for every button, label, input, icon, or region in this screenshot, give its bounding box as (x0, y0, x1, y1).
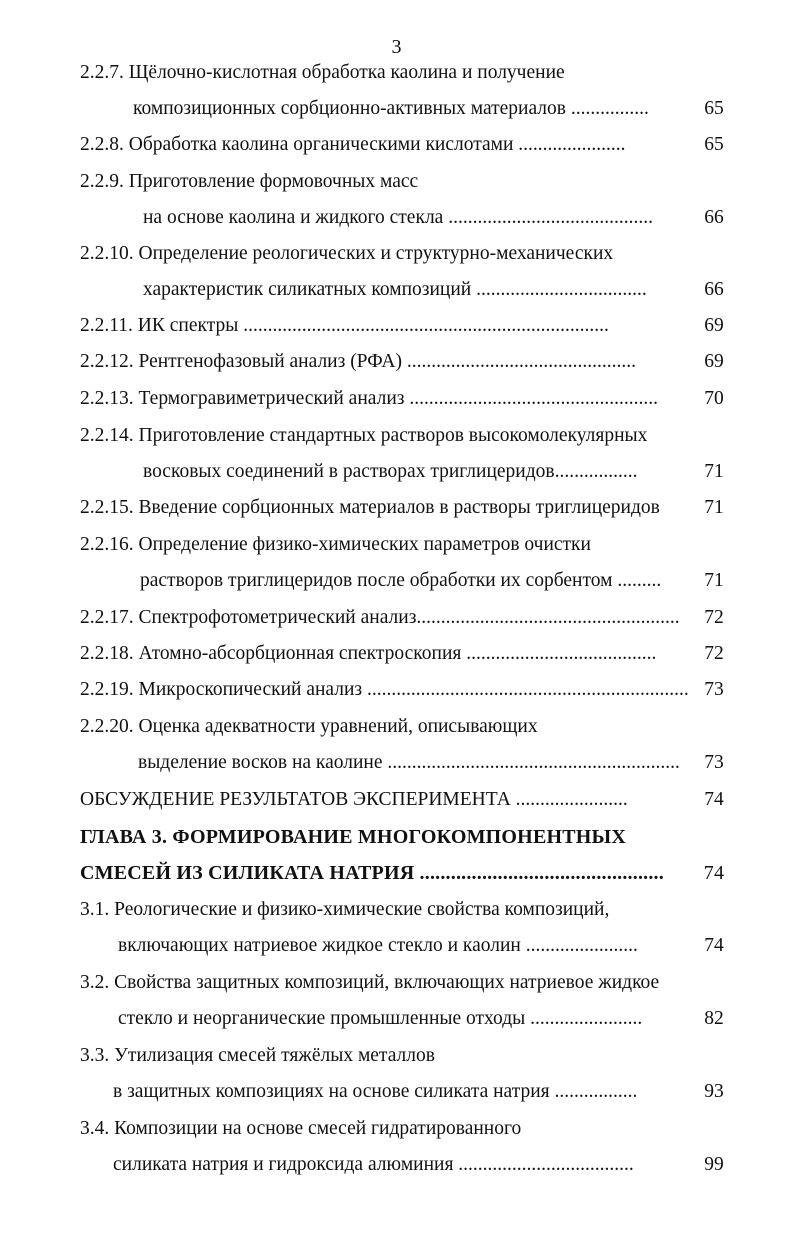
toc-entry-title: растворов триглицеридов после обработки их сорбентом ......... (140, 570, 662, 591)
toc-entry-title: 3.3. Утилизация смесей тяжёлых металлов (80, 1045, 435, 1066)
toc-entry-2-2-16 (0, 530, 793, 560)
toc-chapter-title: СМЕСЕЙ ИЗ СИЛИКАТА НАТРИЯ ............................................... (80, 862, 664, 884)
toc-entry-title: выделение восков на каолине ............................................................ (138, 752, 680, 773)
toc-entry-title: 2.2.10. Определение реологических и структурно-механических (80, 243, 614, 264)
toc-page-number: 73 (704, 679, 724, 700)
toc-entry-2-2-15 (0, 493, 793, 523)
toc-page-number: 69 (704, 351, 724, 372)
toc-entry-3-1 (0, 895, 793, 925)
toc-entry-2-2-16-cont (0, 566, 793, 596)
toc-entry-3-4 (0, 1114, 793, 1144)
toc-entry-title: включающих натриевое жидкое стекло и каолин ....................... (118, 935, 638, 956)
toc-entry-title: восковых соединений в растворах триглицеридов................. (143, 461, 638, 482)
toc-entry-title: 3.1. Реологические и физико-химические свойства композиций, (80, 899, 610, 920)
toc-entry-2-2-12 (0, 347, 793, 377)
toc-page-number: 66 (704, 207, 724, 228)
toc-entry-3-3-cont (0, 1077, 793, 1107)
toc-entry-3-2-cont (0, 1004, 793, 1034)
toc-entry-title: 3.4. Композиции на основе смесей гидратированного (80, 1118, 522, 1139)
toc-entry-3-2 (0, 968, 793, 998)
toc-entry-2-2-7-cont (0, 94, 793, 124)
toc-entry-discussion (0, 785, 793, 815)
toc-page-number: 71 (704, 461, 724, 482)
toc-entry-2-2-17 (0, 603, 793, 633)
toc-entry-title: 2.2.15. Введение сорбционных материалов в растворы триглицеридов (80, 497, 660, 518)
toc-entry-title: 3.2. Свойства защитных композиций, включающих натриевое жидкое (80, 972, 660, 993)
toc-page-number: 82 (704, 1008, 724, 1029)
toc-page-number: 74 (704, 935, 724, 956)
toc-entry-2-2-13 (0, 384, 793, 414)
toc-entry-title: 2.2.8. Обработка каолина органическими кислотами ...................... (80, 134, 626, 155)
toc-chapter-3-cont (0, 858, 793, 888)
toc-entry-3-1-cont (0, 931, 793, 961)
toc-entry-2-2-18 (0, 639, 793, 669)
toc-entry-title: в защитных композициях на основе силиката натрия ................. (113, 1081, 638, 1102)
toc-entry-2-2-7 (0, 58, 793, 88)
toc-page-number: 65 (704, 98, 724, 119)
toc-page-number: 69 (704, 315, 724, 336)
toc-entry-2-2-9-cont (0, 203, 793, 233)
toc-entry-title: стекло и неорганические промышленные отходы ....................... (118, 1008, 643, 1029)
toc-entry-title: 2.2.11. ИК спектры ........................................................................... (80, 315, 609, 336)
toc-entry-2-2-9 (0, 167, 793, 197)
toc-entry-title: 2.2.18. Атомно-абсорбционная спектроскопия ....................................... (80, 643, 657, 664)
toc-entry-title: силиката натрия и гидроксида алюминия .................................... (113, 1154, 634, 1175)
toc-page-number: 73 (704, 752, 724, 773)
toc-page-number: 70 (704, 388, 724, 409)
toc-page-number: 99 (704, 1154, 724, 1175)
toc-entry-title: 2.2.19. Микроскопический анализ .................................................................. (80, 679, 689, 700)
toc-entry-2-2-19 (0, 675, 793, 705)
toc-page-number: 93 (704, 1081, 724, 1102)
toc-entry-3-3 (0, 1041, 793, 1071)
toc-entry-title: 2.2.20. Оценка адекватности уравнений, описывающих (80, 716, 538, 737)
toc-entry-title: ОБСУЖДЕНИЕ РЕЗУЛЬТАТОВ ЭКСПЕРИМЕНТА ....................... (80, 789, 628, 810)
toc-chapter-title: ГЛАВА 3. ФОРМИРОВАНИЕ МНОГОКОМПОНЕНТНЫХ (80, 826, 627, 848)
toc-entry-title: характеристик силикатных композиций ................................... (143, 279, 647, 300)
page-number: 3 (391, 36, 402, 58)
toc-entry-2-2-14 (0, 421, 793, 451)
toc-entry-title: на основе каолина и жидкого стекла .......................................... (143, 207, 653, 228)
toc-entry-title: 2.2.9. Приготовление формовочных масс (80, 171, 419, 192)
toc-page-number: 65 (704, 134, 724, 155)
toc-entry-3-4-cont (0, 1150, 793, 1180)
toc-page-number: 74 (704, 789, 724, 810)
toc-entry-title: композиционных сорбционно-активных материалов ................ (133, 98, 649, 119)
toc-entry-2-2-10 (0, 239, 793, 269)
toc-chapter-3 (0, 822, 793, 852)
toc-entry-2-2-10-cont (0, 275, 793, 305)
toc-entry-2-2-8 (0, 130, 793, 160)
toc-entry-title: 2.2.7. Щёлочно-кислотная обработка каолина и получение (80, 62, 565, 83)
toc-page-number: 66 (704, 279, 724, 300)
toc-entry-2-2-14-cont (0, 457, 793, 487)
toc-page-number: 72 (704, 607, 724, 628)
toc-page-number: 71 (704, 497, 724, 518)
toc-entry-title: 2.2.12. Рентгенофазовый анализ (РФА) ............................................... (80, 351, 636, 372)
toc-entry-2-2-11 (0, 311, 793, 341)
toc-entry-title: 2.2.16. Определение физико-химических параметров очистки (80, 534, 591, 555)
toc-page-number: 71 (704, 570, 724, 591)
toc-page-number: 74 (703, 862, 725, 884)
toc-entry-title: 2.2.17. Спектрофотометрический анализ...................................................... (80, 607, 680, 628)
toc-entry-2-2-20 (0, 712, 793, 742)
toc-entry-2-2-20-cont (0, 748, 793, 778)
toc-page-number: 72 (704, 643, 724, 664)
toc-entry-title: 2.2.13. Термогравиметрический анализ ................................................... (80, 388, 658, 409)
toc-entry-title: 2.2.14. Приготовление стандартных растворов высокомолекулярных (80, 425, 648, 446)
